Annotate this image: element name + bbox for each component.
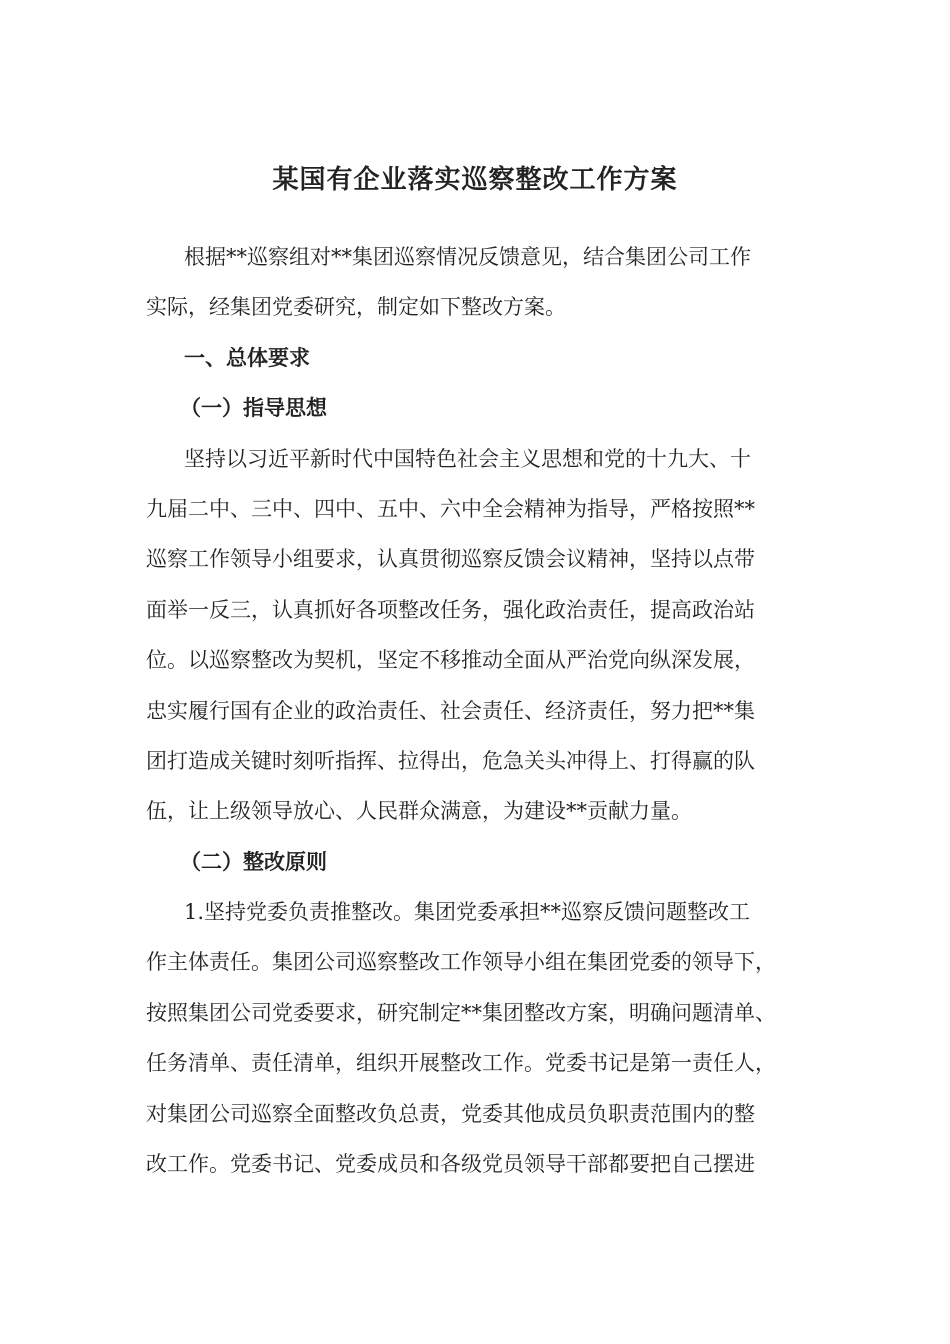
paragraph-line: 巡察工作领导小组要求，认真贯彻巡察反馈会议精神，坚持以点带 (146, 547, 755, 572)
subsection-heading: （一）指导思想 (180, 395, 327, 421)
paragraph-line: 任务清单、责任清单，组织开展整改工作。党委书记是第一责任人， (146, 1051, 776, 1076)
paragraph-line: 忠实履行国有企业的政治责任、社会责任、经济责任，努力把**集 (146, 698, 755, 723)
paragraph-line: 坚持以习近平新时代中国特色社会主义思想和党的十九大、十 (184, 446, 751, 471)
paragraph-line: 九届二中、三中、四中、五中、六中全会精神为指导，严格按照** (146, 496, 755, 521)
paragraph-line: 伍，让上级领导放心、人民群众满意，为建设**贡献力量。 (146, 799, 692, 824)
paragraph-line: 改工作。党委书记、党委成员和各级党员领导干部都要把自己摆进 (146, 1152, 755, 1177)
paragraph-line: 1.坚持党委负责推整改。集团党委承担**巡察反馈问题整改工 (184, 900, 751, 925)
intro-line: 根据**巡察组对**集团巡察情况反馈意见，结合集团公司工作 (184, 245, 751, 269)
document-body (146, 232, 811, 1189)
paragraph-line: 团打造成关键时刻听指挥、拉得出，危急关头冲得上、打得赢的队 (146, 748, 755, 773)
paragraph-line: 作主体责任。集团公司巡察整改工作领导小组在集团党委的领导下， (146, 950, 776, 975)
intro-line: 实际，经集团党委研究，制定如下整改方案。 (146, 295, 566, 320)
paragraph-line: 对集团公司巡察全面整改负总责，党委其他成员负职责范围内的整 (146, 1101, 755, 1126)
paragraph-line: 面举一反三，认真抓好各项整改任务，强化政治责任，提高政治站 (146, 597, 755, 622)
paragraph-line: 位。以巡察整改为契机，坚定不移推动全面从严治党向纵深发展， (146, 648, 755, 673)
section-heading: 一、总体要求 (184, 344, 310, 370)
document-title: 某国有企业落实巡察整改工作方案 (272, 165, 678, 195)
subsection-heading: （二）整改原则 (180, 848, 327, 874)
paragraph-line: 按照集团公司党委要求，研究制定**集团整改方案，明确问题清单、 (146, 1000, 776, 1025)
